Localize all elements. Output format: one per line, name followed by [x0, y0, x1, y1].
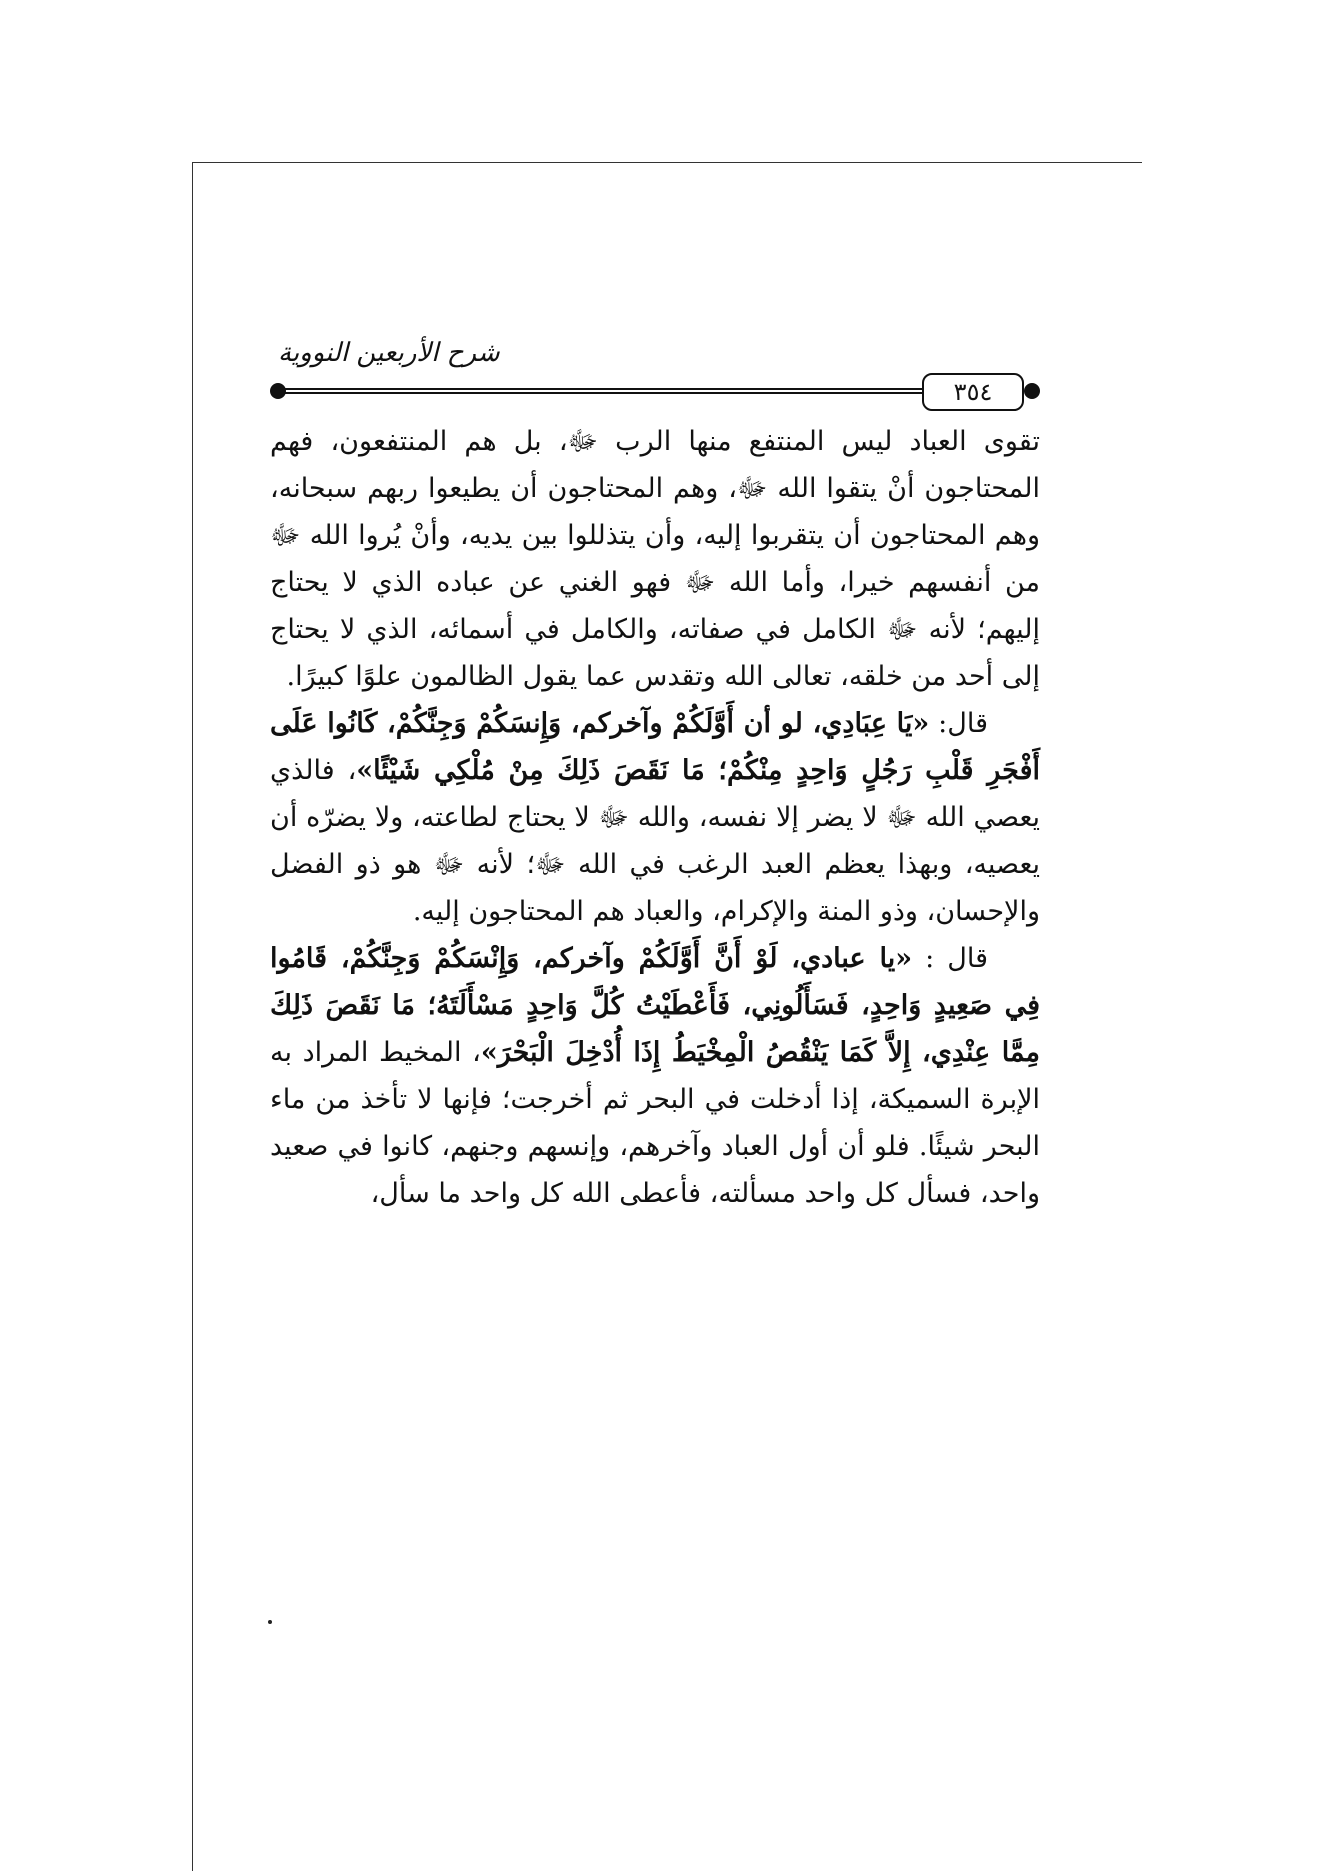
paragraph-2-commentary: ، فالذي يعصي الله ﷻ لا يضر إلا نفسه، والله ﷻ لا يحتاج لطاعته، ولا يضرّه أن يعصيه، وبهذا يعظم العبد الرغب في الله ﷻ؛ لأنه ﷻ هو ذو الفضل والإحسان، وذو المنة والإكرام، والعباد هم المحتاجون إليه. — [270, 755, 1040, 927]
page-frame-top-line — [192, 162, 1142, 163]
header-dot-left — [270, 383, 286, 399]
stray-mark — [268, 1620, 272, 1624]
paragraph-3-commentary: ، المخيط المراد به الإبرة السميكة، إذا أدخلت في البحر ثم أخرجت؛ فإنها لا تأخذ من ماء البحر شيئًا. فلو أن أول العباد وآخرهم، وإنسهم وجنهم، كانوا في صعيد واحد، فسأل كل واحد مسألته، فأعطى الله كل واحد ما سأل، — [270, 1037, 1040, 1209]
header-rule — [278, 388, 1018, 394]
paragraph-2-intro: قال: — [929, 708, 988, 739]
running-title: شرح الأربعين النووية — [278, 338, 500, 368]
paragraph-3 — [270, 935, 1040, 1217]
paragraph-3-intro: قال : — [912, 943, 988, 974]
paragraph-1-text: تقوى العباد ليس المنتفع منها الرب ﷻ، بل هم المنتفعون، فهم المحتاجون أنْ يتقوا الله ﷻ، وهم المحتاجون أن يطيعوا ربهم سبحانه، وهم المحتاجون أن يتقربوا إليه، وأن يتذللوا بين يديه، وأنْ يُروا الله ﷻ من أنفسهم خيرا، وأما الله ﷻ فهو الغني عن عباده الذي لا يحتاج إليهم؛ لأنه ﷻ الكامل في صفاته، والكامل في أسمائه، الذي لا يحتاج إلى أحد من خلقه، تعالى الله وتقدس عما يقول الظالمون علوًا كبيرًا. — [270, 426, 1040, 692]
paragraph-2-hadith: «يَا عِبَادِي، لو أن أَوَّلَكُمْ وآخركم، وَإِنسَكُمْ وَجِنَّكُمْ، كَانُوا عَلَى أَفْجَرِ قَلْبِ رَجُلٍ وَاحِدٍ مِنْكُمْ؛ مَا نَقَصَ ذَلِكَ مِنْ مُلْكِي شَيْئًا» — [270, 708, 1040, 786]
paragraph-3-hadith: «يا عبادي، لَوْ أَنَّ أَوَّلَكُمْ وآخركم، وَإِنْسَكُمْ وَجِنَّكُمْ، قَامُوا فِي صَعِيدٍ وَاحِدٍ، فَسَأَلُونِي، فَأَعْطَيْتُ كُلَّ وَاحِدٍ مَسْأَلَتَهُ؛ مَا نَقَصَ ذَلِكَ مِمَّا عِنْدِي، إِلاَّ كَمَا يَنْقُصُ الْمِخْيَطُ إِذَا أُدْخِلَ الْبَحْرَ» — [270, 943, 1040, 1068]
paragraph-2 — [270, 700, 1040, 935]
header-dot-right — [1024, 383, 1040, 399]
body-text — [270, 418, 1040, 1217]
paragraph-1 — [270, 418, 1040, 700]
page-frame-left-line — [192, 162, 193, 1871]
page-number: ٣٥٤ — [922, 373, 1024, 411]
